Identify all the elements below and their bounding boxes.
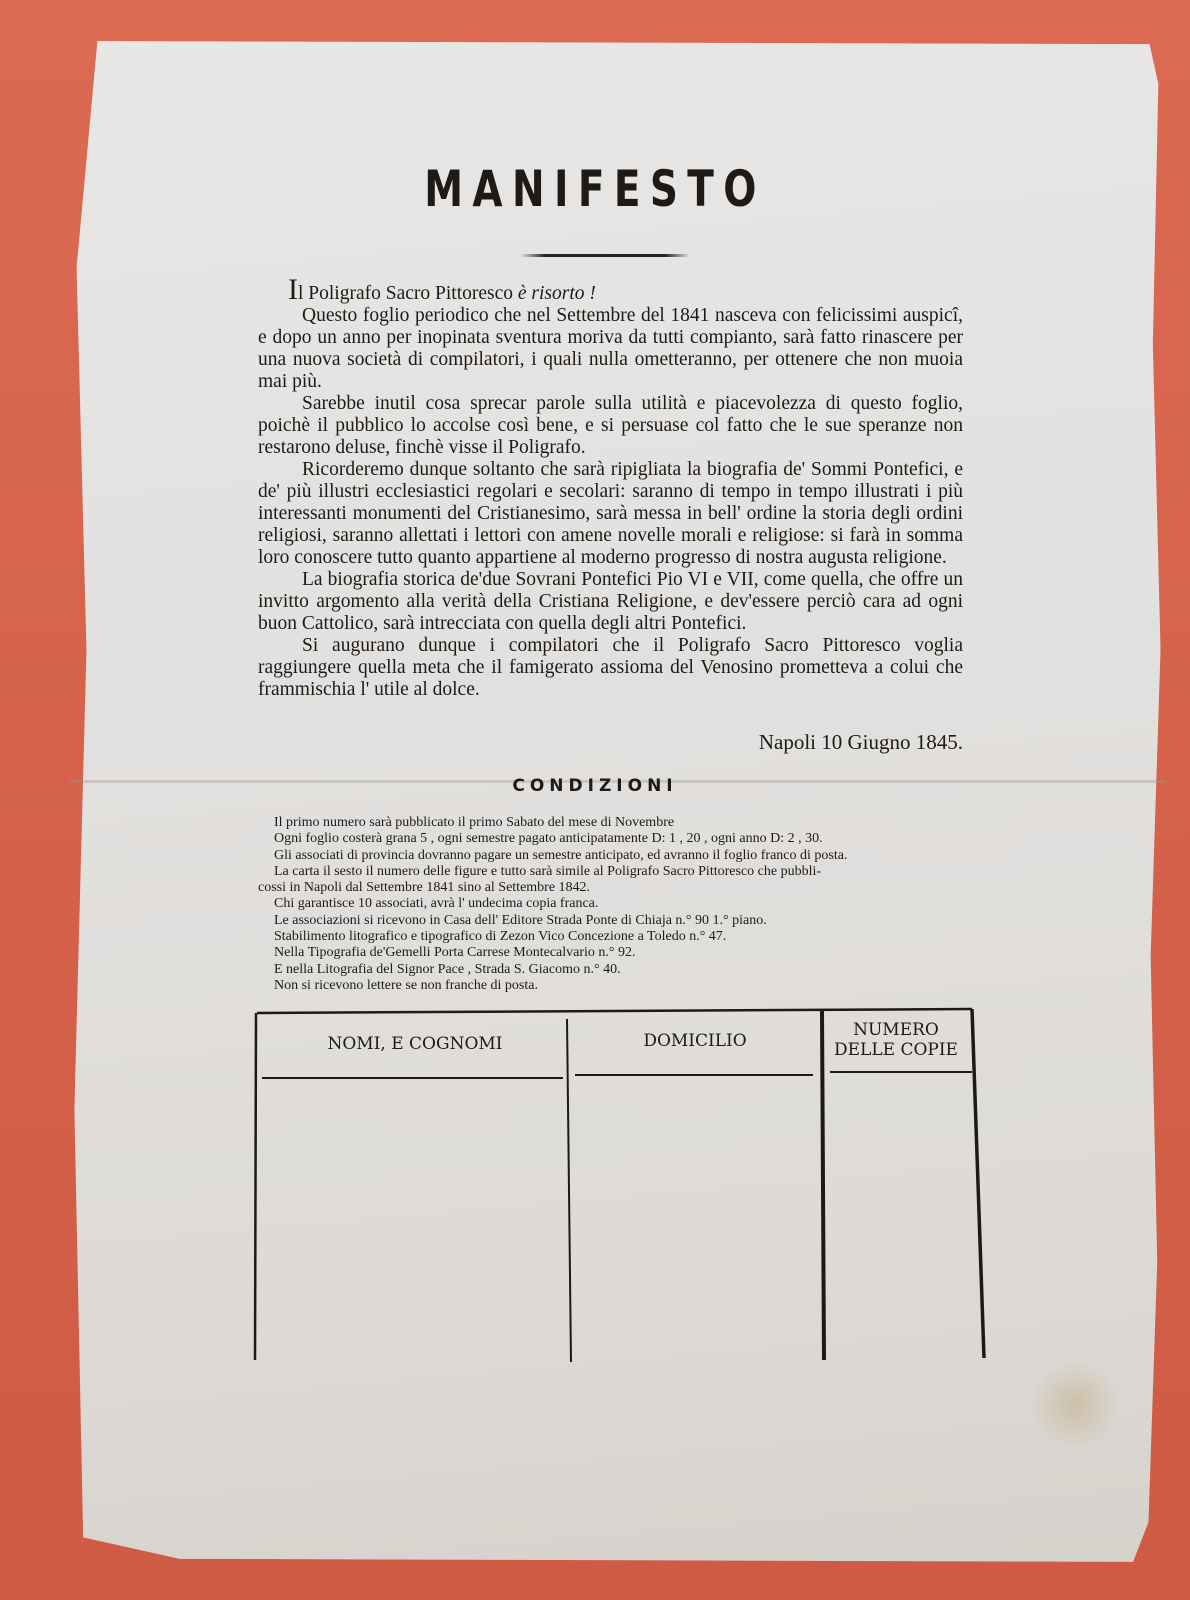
paragraph-1: Questo foglio periodico che nel Settembre del 1841 nasceva con felicissimi auspicî, e dopo un anno per inopinata sventura moriva da tutti compianto, sarà fatto rinascere per una nuova società di compilatori, i quali nulla ometteranno, per ottenere che non muoia mai più. [258, 305, 963, 392]
manifesto-body [258, 273, 963, 701]
column-header-numero [826, 1020, 966, 1060]
condition-line: Gli associati di provincia dovranno pagare un semestre anticipato, ed avranno il foglio franco di posta. [274, 847, 848, 863]
paper-sheet [70, 38, 1166, 1568]
condition-line: Il primo numero sarà pubblicato il primo Sabato del mese di Novembre [274, 815, 675, 830]
lead-initial: I [288, 273, 298, 306]
column-header-numero-line1: NUMERO [853, 1020, 939, 1040]
lead-line [258, 273, 963, 306]
document-title: MANIFESTO [424, 160, 766, 218]
column-header-numero-line2: DELLE COPIE [834, 1040, 958, 1060]
paragraph-5: Si augurano dunque i compilatori che il Poligrafo Sacro Pittoresco voglia raggiungere quella meta che il famigerato assioma del Venosino prometteva a colui che frammischia l' utile al dolce. [258, 635, 963, 700]
column-header-names: NOMI, E COGNOMI [327, 1034, 503, 1054]
lead-rest: l Poligrafo Sacro Pittoresco [298, 283, 514, 304]
condition-line: E nella Litografia del Signor Pace , Strada S. Giacomo n.° 40. [274, 961, 621, 977]
paragraph-2: Sarebbe inutil cosa sprecar parole sulla utilità e piacevolezza di questo foglio, poichè il pubblico lo accolse così bene, e si persuase col fatto che le sue speranze non restarono deluse, finchè visse il Poligrafo. [258, 393, 963, 458]
column-header-domicilio: DOMICILIO [643, 1031, 747, 1051]
paragraph-3: Ricorderemo dunque soltanto che sarà ripigliata la biografia de' Sommi Pontefici, e de' più illustri ecclesiastici regolari e secolari: saranno di tempo in tempo illustrati i più interessanti monumenti del Cristianesimo, sarà messa in bell' ordine la storia degli ordini religiosi, saranno allettati i lettori con amene novelle morali e religiose: si farà in somma loro conoscere tutto quanto appartiene al moderno progresso di nostra augusta religione. [258, 459, 963, 568]
lead-italic: è risorto ! [513, 283, 596, 304]
condition-line: cossi in Napoli dal Settembre 1841 sino al Settembre 1842. [258, 880, 591, 896]
title-ornamental-rule [520, 254, 690, 257]
paper-stain [1030, 1360, 1120, 1450]
condition-line: Nella Tipografia de'Gemelli Porta Carrese Montecalvario n.° 92. [274, 945, 636, 961]
condition-line: Le associazioni si ricevono in Casa dell' Editore Strada Ponte di Chiaja n.° 90 1.° piano. [274, 912, 767, 928]
conditions-title: CONDIZIONI [512, 776, 678, 796]
conditions-list [258, 815, 974, 994]
condition-line: Chi garantisce 10 associati, avrà l' undecima copia franca. [274, 896, 599, 912]
condition-line: Ogni foglio costerà grana 5 , ogni semestre pagato anticipatamente D: 1 , 20 , ogni anno D: 2 , 30. [274, 831, 823, 847]
condition-line: La carta il sesto il numero delle figure e tutto sarà simile al Poligrafo Sacro Pittoresco che pubbli- [274, 863, 822, 879]
condition-line: Stabilimento litografico e tipografico di Zezon Vico Concezione a Toledo n.° 47. [274, 929, 727, 945]
paragraph-4: La biografia storica de'due Sovrani Pontefici Pio VI e VII, come quella, che offre un invitto argomento alla verità della Cristiana Religione, e dev'essere perciò cara ad ogni buon Cattolico, sarà intrecciata con quella degli altri Pontefici. [258, 569, 963, 634]
condition-line: Non si ricevono lettere se non franche di posta. [274, 977, 538, 993]
date-line: Napoli 10 Giugno 1845. [758, 730, 963, 754]
